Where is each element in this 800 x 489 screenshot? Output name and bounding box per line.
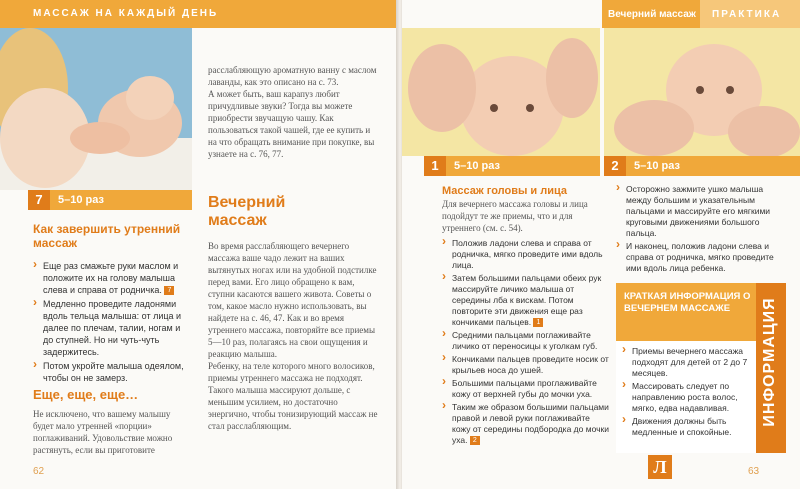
info-side-tab bbox=[756, 283, 786, 453]
list-item: › Еще раз смажьте руки маслом и положите их на голову малыша слева и справа от родничка. 7 bbox=[33, 260, 188, 296]
photo1-caption bbox=[424, 156, 600, 176]
hairy-baby-paragraph: Ребенку, на теле которого много волосиков, приемы утреннего массажа не подходят. Такого малыша массируют дольше, с меньшим усилием, но достаточно энергично, чтобы тонизирующий массаж не стал расслабляющим. bbox=[208, 361, 378, 431]
list-item: › Таким же образом большими пальцами правой и левой руки поглаживайте кожу от середины подбородка до мочки уха. 2 bbox=[442, 402, 610, 446]
left-page bbox=[0, 0, 398, 489]
photo2-text: 5–10 раз bbox=[634, 160, 680, 172]
photo-ref-badge: 7 bbox=[164, 286, 174, 295]
publisher-logo: Л bbox=[648, 455, 672, 479]
section-tab bbox=[602, 0, 700, 28]
photo1-number: 1 bbox=[424, 156, 446, 176]
list-item: › Потом укройте малыша одеялом, чтобы он не замерз. bbox=[33, 360, 188, 384]
head-face-heading: Массаж головы и лица bbox=[442, 185, 567, 197]
list-item: › Кончиками пальцев проведите носик от крыльев носа до ушей. bbox=[442, 354, 610, 376]
bath-paragraph: расслабляющую ароматную ванну с маслом лаванды, как это описано на с. 73. bbox=[208, 65, 377, 87]
left-page-number: 62 bbox=[33, 466, 45, 477]
list-item: › Массировать следует по направлению роста волос, мягко, едва надавливая. bbox=[622, 381, 750, 414]
list-item: › Медленно проведите ладонями вдоль тельца малыша: от лица и далее по плечам, талии, ногам и до ступней. Но ни чуть-чуть задержитесь. bbox=[33, 298, 188, 358]
info-side-label: ИНФОРМАЦИЯ bbox=[761, 297, 778, 427]
photo2-number: 2 bbox=[604, 156, 626, 176]
left-header-bar bbox=[0, 0, 398, 28]
list-item: › Большими пальцами проглаживайте кожу от верхней губы до мочки уха. bbox=[442, 378, 610, 400]
category-tab bbox=[700, 0, 800, 28]
list-item: › Положив ладони слева и справа от родничка, мягко проведите ими вдоль лица. bbox=[442, 238, 610, 271]
photo-ref-badge: 2 bbox=[470, 436, 480, 445]
head-face-list bbox=[442, 238, 610, 448]
info-list bbox=[622, 346, 750, 440]
photo2-caption bbox=[604, 156, 800, 176]
list-item: › Затем большими пальцами обеих рук массируйте личико малыша от середины лба к вискам. Потом повторите эти движения еще раз кончиками пальцев. 1 bbox=[442, 273, 610, 328]
morning-finish-list bbox=[33, 260, 188, 386]
section-tab-label: Вечерний массаж bbox=[608, 9, 696, 20]
photo-mother-baby bbox=[0, 28, 192, 190]
list-item: › Средними пальцами поглаживайте личико от переносицы к уголкам губ. bbox=[442, 330, 610, 352]
mid-column-bottom bbox=[208, 240, 380, 432]
head-face-intro: Для вечернего массажа головы и лица подойдут те же приемы, что и для утреннего (см. с. 54). bbox=[442, 199, 588, 233]
list-item: › И наконец, положив ладони слева и справа от родничка, мягко проведите ими вдоль лица ребенка. bbox=[616, 241, 788, 274]
more-heading: Еще, еще, еще… bbox=[33, 387, 139, 402]
right-page-number: 63 bbox=[748, 466, 760, 477]
photo1-text: 5–10 раз bbox=[454, 160, 500, 172]
photo7-number: 7 bbox=[28, 190, 50, 210]
evening-massage-heading: Вечерний массаж bbox=[208, 194, 286, 229]
info-box-title: КРАТКАЯ ИНФОРМАЦИЯ О ВЕЧЕРНЕМ МАССАЖЕ bbox=[624, 291, 751, 314]
list-item: › Приемы вечернего массажа подходят для детей от 2 до 7 месяцев. bbox=[622, 346, 750, 379]
photo-head-massage bbox=[402, 28, 600, 156]
left-header-title: МАССАЖ НА КАЖДЫЙ ДЕНЬ bbox=[33, 8, 219, 19]
category-tab-label: ПРАКТИКА bbox=[712, 9, 782, 20]
ear-massage-list bbox=[616, 184, 788, 276]
more-paragraph: Не исключено, что вашему малышу будет мало утренней «порции» поглаживаний. Удовольствие можно растянуть, если вы приготовите bbox=[33, 409, 173, 455]
list-item: › Осторожно зажмите ушко малыша между большим и указательным пальцами и массируйте его мягкими круговыми движениями большого пальца. bbox=[616, 184, 788, 239]
bowl-paragraph: А может быть, ваш карапуз любит причудливые звуки? Тогда вы можете приобрести звучащую чашу. Как пользоваться такой чашей, где ее купить и на что обращать внимание при покупке, вы узнаете на с. 76, 77. bbox=[208, 89, 375, 159]
info-box-header bbox=[616, 283, 756, 341]
photo-ref-badge: 1 bbox=[533, 318, 543, 327]
morning-finish-heading: Как завершить утренний массаж bbox=[33, 222, 181, 250]
evening-intro-paragraph: Во время расслабляющего вечернего массажа ваше чадо лежит на ваших вытянутых ногах или на удобной подстилке перед вами. Его лицо обращено к вам, ступни касаются вашего живота. Советы о том, какое масло нужно использовать, вы найдете на с. 46, 47. Как и во время утреннего массажа, повторяйте все приемы 5—10 раз, полагаясь на свои ощущения и реакцию малыша. bbox=[208, 241, 377, 359]
photo7-text: 5–10 раз bbox=[58, 194, 104, 206]
list-item: › Движения должны быть медленные и спокойные. bbox=[622, 416, 750, 438]
photo7-caption bbox=[28, 190, 192, 210]
mid-column-top bbox=[208, 64, 378, 160]
photo-face-massage bbox=[604, 28, 800, 156]
